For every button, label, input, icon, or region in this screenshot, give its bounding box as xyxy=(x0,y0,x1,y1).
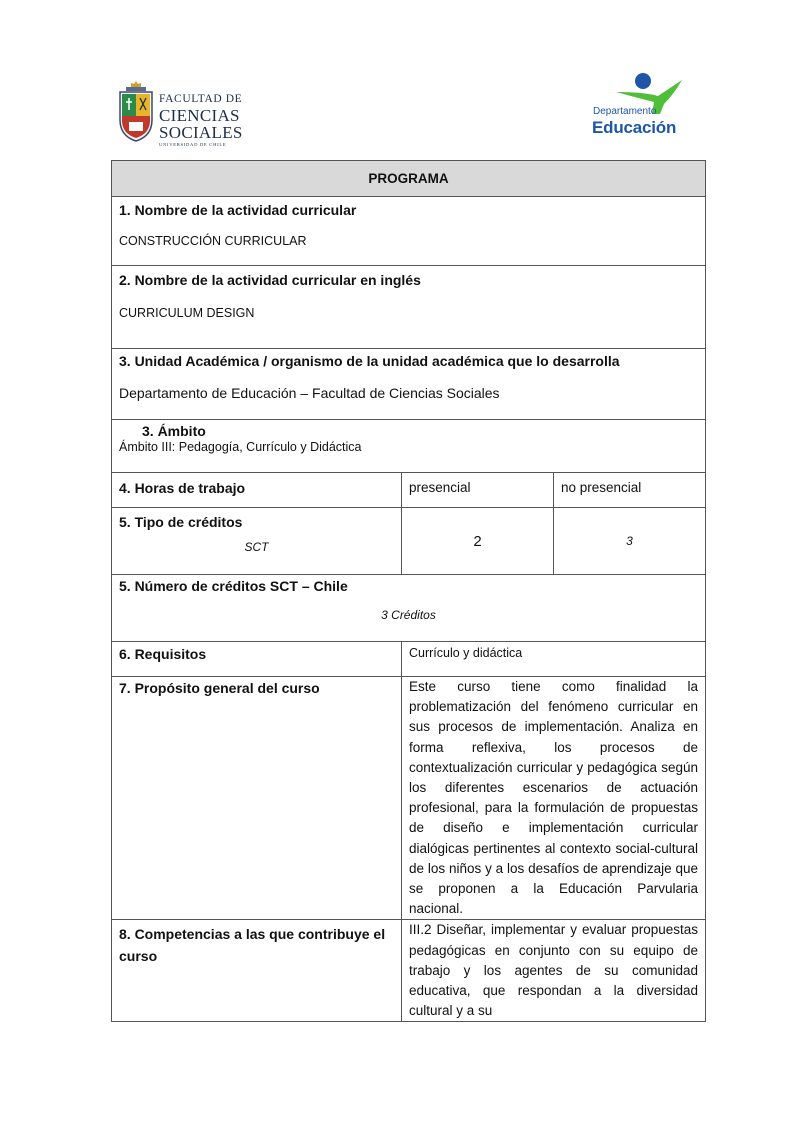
program-table xyxy=(111,160,706,1022)
table-row xyxy=(112,642,706,677)
department-logo-line2: Educación xyxy=(592,118,677,137)
requirements-value: Currículo y didáctica xyxy=(409,646,523,660)
table-row xyxy=(112,349,706,420)
academic-unit-label: 3. Unidad Académica / organismo de la unidad académica que lo desarrolla xyxy=(119,353,620,369)
credit-number-value: 3 Créditos xyxy=(381,608,436,622)
work-hours-label: 4. Horas de trabajo xyxy=(119,480,246,496)
work-hours-no-presencial: no presencial xyxy=(561,480,642,495)
table-row xyxy=(112,508,706,575)
faculty-logo-line4: UNIVERSIDAD DE CHILE xyxy=(159,141,227,147)
department-logo-line1: Departamento xyxy=(593,106,657,117)
competencies-value: III.2 Diseñar, implementar y evaluar propuestas pedagógicas en conjunto con su equipo de trabajo y los agentes de su comunidad educativa, que respondan a la diversidad cultural y a su xyxy=(409,922,698,1019)
table-row xyxy=(112,575,706,642)
purpose-value: Este curso tiene como finalidad la problematización del fenómeno curricular en sus procesos de implementación. Analiza en forma reflexiva, los procesos de contextualización curricular y pedagógica según los diferentes escenarios de actuación profesional, para la formulación de propuestas de diseño e implementación curricular dialógicas pertinentes al contexto social-cultural de los niños y a los desafíos de aprendizaje que se proponen a la Educación Parvularia nacional. xyxy=(409,679,698,917)
academic-unit-value: Departamento de Educación – Facultad de Ciencias Sociales xyxy=(119,385,500,401)
activity-name-english-label: 2. Nombre de la actividad curricular en inglés xyxy=(119,272,421,288)
credit-type-presencial: 2 xyxy=(473,532,482,550)
program-title: PROGRAMA xyxy=(112,161,706,197)
table-row xyxy=(112,920,706,1022)
credit-type-label: 5. Tipo de créditos xyxy=(119,514,243,530)
activity-name-english-value: CURRICULUM DESIGN xyxy=(119,306,255,320)
faculty-logo xyxy=(118,80,243,147)
department-logo xyxy=(590,72,702,140)
table-row xyxy=(112,473,706,508)
university-shield-icon xyxy=(118,80,154,142)
faculty-logo-text xyxy=(159,94,243,147)
competencies-label: 8. Competencias a las que contribuye el curso xyxy=(119,926,386,965)
purpose-label: 7. Propósito general del curso xyxy=(119,680,320,696)
activity-name-value: CONSTRUCCIÓN CURRICULAR xyxy=(119,234,307,248)
credit-number-label: 5. Número de créditos SCT – Chile xyxy=(119,578,348,594)
table-row xyxy=(112,197,706,266)
credit-type-no-presencial: 3 xyxy=(626,534,633,548)
credit-type-value: SCT xyxy=(244,540,269,554)
table-row xyxy=(112,161,706,197)
activity-name-label: 1. Nombre de la actividad curricular xyxy=(119,202,357,218)
ambito-value: Ámbito III: Pedagogía, Currículo y Didáctica xyxy=(119,440,362,454)
faculty-logo-line3: SOCIALES xyxy=(159,122,243,142)
table-row xyxy=(112,266,706,349)
faculty-logo-line1: FACULTAD DE xyxy=(159,93,243,105)
table-row xyxy=(112,677,706,920)
ambito-label: 3. Ámbito xyxy=(142,423,206,439)
table-row xyxy=(112,420,706,473)
work-hours-presencial: presencial xyxy=(409,480,471,495)
faculty-logo-line2: CIENCIAS xyxy=(159,105,240,125)
requirements-label: 6. Requisitos xyxy=(119,646,207,662)
